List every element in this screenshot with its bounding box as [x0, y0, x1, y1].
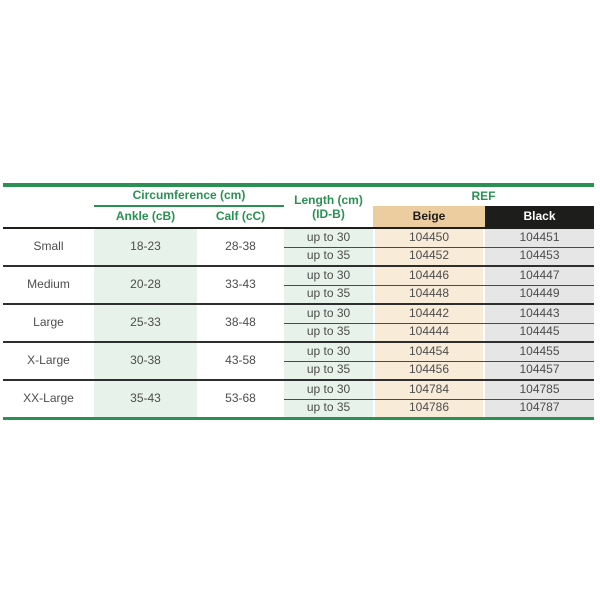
- length-option: up to 35: [284, 323, 373, 342]
- ref-beige: 104454: [373, 342, 485, 361]
- ref-black: 104455: [485, 342, 594, 361]
- calf-range: 43-58: [197, 342, 284, 380]
- length-option: up to 35: [284, 247, 373, 266]
- length-option: up to 30: [284, 380, 373, 399]
- length-header-line1: Length (cm): [294, 193, 363, 207]
- ref-beige: 104450: [373, 228, 485, 247]
- ref-beige: 104456: [373, 361, 485, 380]
- table-row: [3, 380, 594, 399]
- size-label: Large: [3, 304, 94, 342]
- ankle-range: 30-38: [94, 342, 197, 380]
- ref-beige-column-header: Beige: [373, 206, 485, 228]
- length-option: up to 35: [284, 285, 373, 304]
- size-label: X-Large: [3, 342, 94, 380]
- table-row: [3, 266, 594, 285]
- ref-black: 104445: [485, 323, 594, 342]
- length-header-line2: (ID-B): [312, 207, 345, 221]
- calf-range: 28-38: [197, 228, 284, 266]
- length-option: up to 35: [284, 361, 373, 380]
- ankle-range: 20-28: [94, 266, 197, 304]
- circumference-group-header: Circumference (cm): [94, 185, 284, 206]
- length-option: up to 30: [284, 304, 373, 323]
- ref-black-column-header: Black: [485, 206, 594, 228]
- ref-black: 104457: [485, 361, 594, 380]
- length-option: up to 35: [284, 399, 373, 418]
- size-column-header-blank: [3, 185, 94, 228]
- sizing-table: [3, 183, 594, 420]
- table-row: [3, 342, 594, 361]
- ref-black: 104453: [485, 247, 594, 266]
- length-option: up to 30: [284, 342, 373, 361]
- table-row: [3, 228, 594, 247]
- size-label: Medium: [3, 266, 94, 304]
- length-option: up to 30: [284, 266, 373, 285]
- size-label: XX-Large: [3, 380, 94, 418]
- ref-group-header: REF: [471, 188, 496, 203]
- length-column-header: [284, 185, 373, 228]
- ankle-range: 35-43: [94, 380, 197, 418]
- size-label: Small: [3, 228, 94, 266]
- calf-range: 38-48: [197, 304, 284, 342]
- ref-beige: 104442: [373, 304, 485, 323]
- ankle-range: 25-33: [94, 304, 197, 342]
- ankle-column-header: Ankle (cB): [94, 206, 197, 228]
- ankle-range: 18-23: [94, 228, 197, 266]
- ref-black: 104451: [485, 228, 594, 247]
- calf-range: 33-43: [197, 266, 284, 304]
- ref-beige: 104444: [373, 323, 485, 342]
- ref-black: 104787: [485, 399, 594, 418]
- ref-black: 104447: [485, 266, 594, 285]
- calf-range: 53-68: [197, 380, 284, 418]
- ref-beige: 104448: [373, 285, 485, 304]
- length-option: up to 30: [284, 228, 373, 247]
- ref-beige: 104786: [373, 399, 485, 418]
- table-row: [3, 304, 594, 323]
- ref-beige: 104452: [373, 247, 485, 266]
- ref-beige: 104784: [373, 380, 485, 399]
- ref-black: 104443: [485, 304, 594, 323]
- calf-column-header: Calf (cC): [197, 206, 284, 228]
- ref-black: 104785: [485, 380, 594, 399]
- ref-black: 104449: [485, 285, 594, 304]
- ref-beige: 104446: [373, 266, 485, 285]
